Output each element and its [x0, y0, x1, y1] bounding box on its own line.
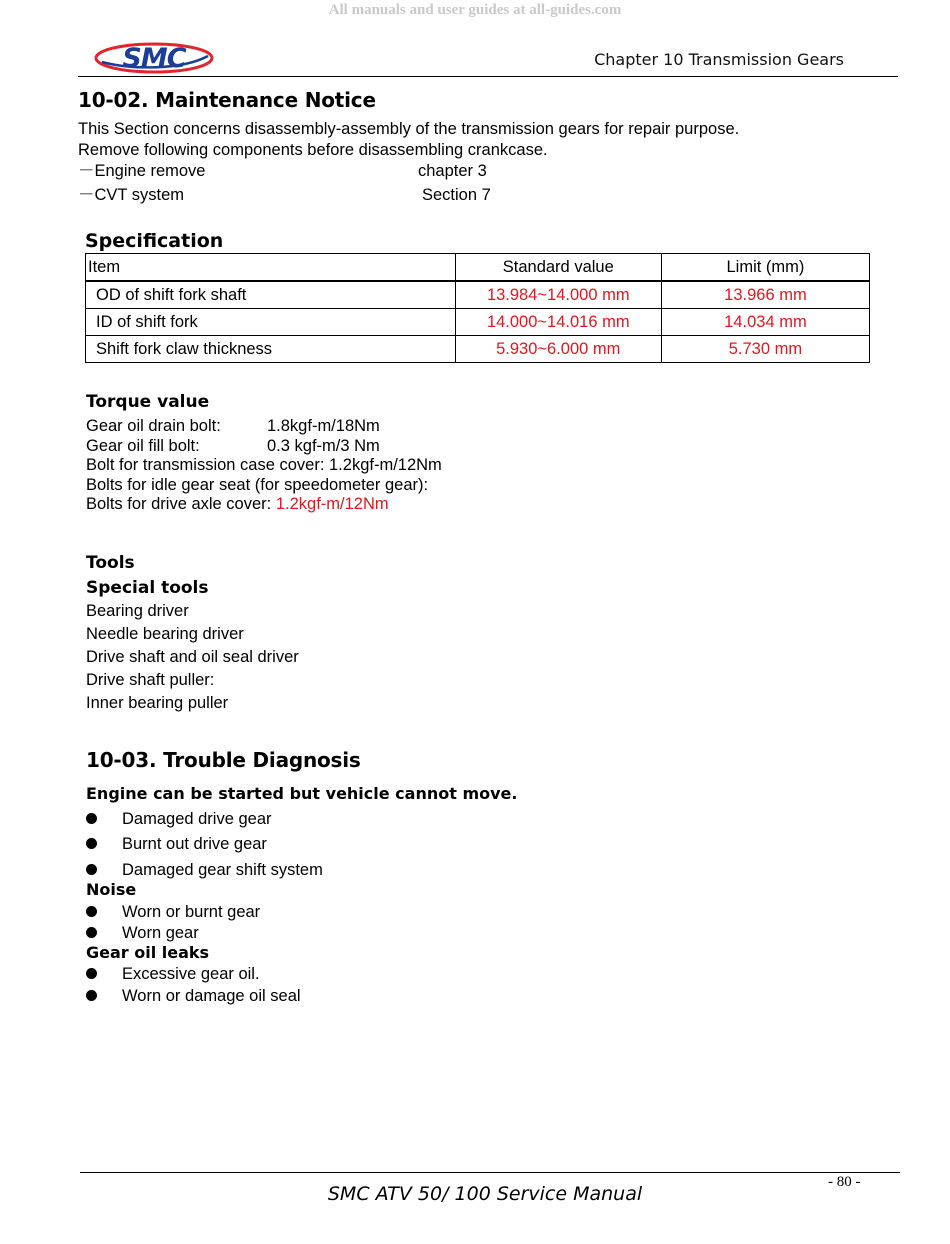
- svg-text:SMC: SMC: [122, 43, 186, 74]
- maintenance-intro-1: This Section concerns disassembly-assembly of the transmission gears for repair purpose.: [78, 120, 740, 138]
- specification-table: [85, 253, 870, 363]
- item-cell: Shift fork claw thickness: [86, 336, 456, 363]
- list-item: Damaged drive gear: [122, 810, 272, 828]
- smc-logo: [92, 36, 216, 80]
- manual-title: SMC ATV 50/ 100 Service Manual: [327, 1183, 643, 1205]
- bullet-icon: [86, 990, 97, 1001]
- specification-heading: Specification: [85, 230, 224, 252]
- column-header: Item: [86, 254, 456, 282]
- standard-value-cell: 14.000~14.016 mm: [455, 309, 661, 336]
- standard-value-cell: 13.984~14.000 mm: [455, 281, 661, 309]
- component-cvt: －CVT system: [78, 186, 185, 204]
- footer-rule: [80, 1172, 900, 1173]
- maintenance-intro-2: Remove following components before disassembling crankcase.: [78, 141, 548, 159]
- standard-value-cell: 5.930~6.000 mm: [455, 336, 661, 363]
- oil-leak-title: Gear oil leaks: [86, 943, 210, 962]
- limit-cell: 13.966 mm: [661, 281, 869, 309]
- torque-drain-label: Gear oil drain bolt:: [86, 417, 221, 435]
- table-row: [86, 309, 870, 336]
- column-header: Limit (mm): [661, 254, 869, 282]
- component-engine-ref: chapter 3: [418, 162, 487, 180]
- list-item: Burnt out drive gear: [122, 835, 267, 853]
- watermark: All manuals and user guides at all-guides.com: [328, 2, 622, 18]
- limit-cell: 14.034 mm: [661, 309, 869, 336]
- component-engine: －Engine remove: [78, 162, 206, 180]
- tool-item: Drive shaft puller:: [86, 671, 215, 689]
- list-item: Worn gear: [122, 924, 199, 942]
- tools-heading: Tools: [86, 553, 135, 573]
- noise-title: Noise: [86, 880, 137, 899]
- maintenance-heading: 10-02. Maintenance Notice: [78, 88, 376, 112]
- list-item: Worn or damage oil seal: [122, 987, 301, 1005]
- table-header-row: [86, 254, 870, 282]
- bullet-icon: [86, 968, 97, 979]
- item-cell: OD of shift fork shaft: [86, 281, 456, 309]
- bullet-icon: [86, 906, 97, 917]
- page-number: - 80 -: [828, 1174, 861, 1190]
- list-item: Worn or burnt gear: [122, 903, 261, 921]
- list-item: Damaged gear shift system: [122, 861, 323, 879]
- table-row: [86, 336, 870, 363]
- torque-case-cover: Bolt for transmission case cover: 1.2kgf-m/12Nm: [86, 456, 442, 474]
- bullet-icon: [86, 813, 97, 824]
- chapter-title: Chapter 10 Transmission Gears: [594, 50, 844, 69]
- torque-axle-label: Bolts for drive axle cover:: [86, 495, 276, 513]
- table-row: [86, 281, 870, 309]
- torque-heading: Torque value: [86, 392, 210, 412]
- torque-fill-label: Gear oil fill bolt:: [86, 437, 200, 455]
- torque-fill-value: 0.3 kgf-m/3 Nm: [267, 437, 380, 455]
- limit-cell: 5.730 mm: [661, 336, 869, 363]
- tool-item: Needle bearing driver: [86, 625, 244, 643]
- torque-idle-gear: Bolts for idle gear seat (for speedometer gear):: [86, 476, 429, 494]
- special-tools-heading: Special tools: [86, 578, 209, 598]
- engine-issue-title: Engine can be started but vehicle cannot move.: [86, 784, 518, 803]
- column-header: Standard value: [455, 254, 661, 282]
- torque-drain-value: 1.8kgf-m/18Nm: [267, 417, 380, 435]
- tool-item: Drive shaft and oil seal driver: [86, 648, 299, 666]
- bullet-icon: [86, 864, 97, 875]
- tool-item: Inner bearing puller: [86, 694, 229, 712]
- torque-axle-value: 1.2kgf-m/12Nm: [275, 495, 389, 513]
- component-cvt-ref: Section 7: [422, 186, 491, 204]
- tool-item: Bearing driver: [86, 602, 189, 620]
- list-item: Excessive gear oil.: [122, 965, 260, 983]
- bullet-icon: [86, 838, 97, 849]
- item-cell: ID of shift fork: [86, 309, 456, 336]
- header-rule: [78, 76, 898, 77]
- torque-axle-cover: [86, 494, 389, 514]
- bullet-icon: [86, 927, 97, 938]
- diagnosis-heading: 10-03. Trouble Diagnosis: [86, 748, 361, 772]
